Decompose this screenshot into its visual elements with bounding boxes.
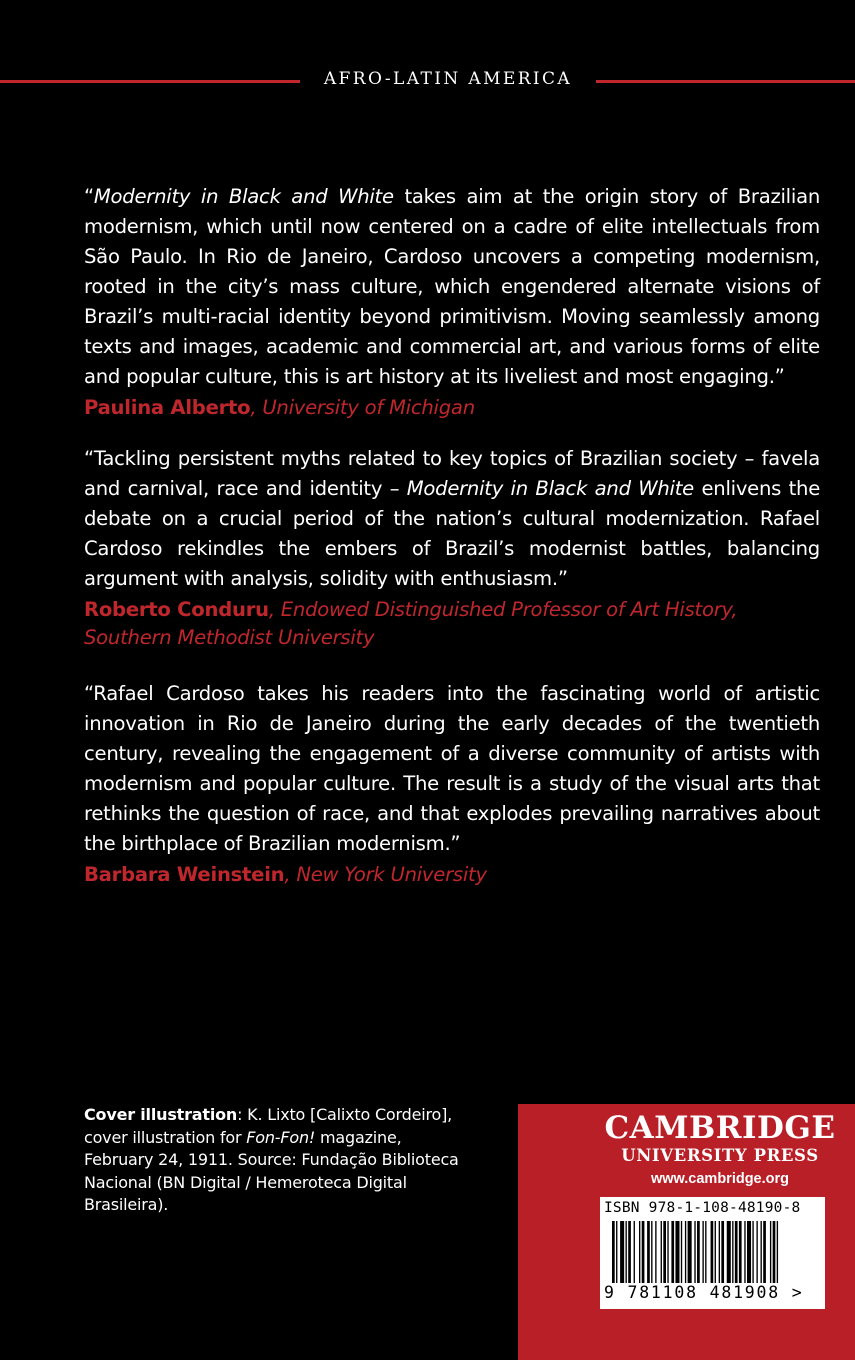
credit-label: Cover illustration: [84, 1105, 238, 1124]
barcode-bar: [642, 1221, 645, 1283]
barcode-bar: [756, 1221, 757, 1283]
barcode-bar: [647, 1221, 650, 1283]
barcode-bar: [761, 1221, 762, 1283]
series-title: AFRO-LATIN AMERICA: [323, 69, 573, 89]
endorser-name: Paulina Alberto: [84, 396, 251, 419]
barcode-bar: [715, 1221, 716, 1283]
book-title: Modernity in Black and White: [93, 185, 394, 208]
barcode-bar: [770, 1221, 771, 1283]
barcode-bar: [681, 1221, 682, 1283]
barcode-panel: [600, 1197, 825, 1309]
barcode-bar: [773, 1221, 776, 1283]
series-header: [0, 68, 855, 94]
endorser-attribution: [84, 861, 820, 889]
barcode-bar: [675, 1221, 679, 1283]
barcode-bar: [727, 1221, 731, 1283]
barcode-bar: [628, 1221, 631, 1283]
barcode-bar: [685, 1221, 686, 1283]
barcode-bar: [763, 1221, 766, 1283]
magazine-title: Fon-Fon!: [246, 1127, 316, 1147]
publisher-url: www.cambridge.org: [650, 1171, 790, 1187]
barcode-bar: [739, 1221, 742, 1283]
barcode-bar: [719, 1221, 720, 1283]
barcode-bar: [694, 1221, 695, 1283]
endorser-name: Barbara Weinstein: [84, 863, 285, 886]
barcode-bar: [667, 1221, 668, 1283]
barcode-bar: [702, 1221, 703, 1283]
endorsement-text: “Tackling persistent myths related to key topics of Brazilian society – favela and carnival, race and identity – Modernity in Black and White enlivens the debate on a crucial period of the nation’s cultural modernization. Rafael Cardoso rekindles the embers of Brazil’s modernist battles, balancing argument with analysis, solidity with enthusiasm.”: [84, 447, 821, 590]
barcode-bar: [697, 1221, 700, 1283]
barcode-bar: [639, 1221, 640, 1283]
endorser-affiliation: , New York University: [284, 863, 487, 886]
barcode-bar: [705, 1221, 706, 1283]
isbn-label: ISBN 978-1-108-48190-8: [604, 1200, 801, 1216]
publisher-name: CAMBRIDGE: [604, 1110, 836, 1146]
barcode-bar: [777, 1221, 778, 1283]
endorsement-2: [84, 444, 820, 652]
cover-illustration-credit: Cover illustration: K. Lixto [Calixto Cordeiro], cover illustration for Fon-Fon! magazine, February 24, 1911. Source: Fundação Biblioteca Nacional (BN Digital / Hemeroteca Digital Brasileira).: [84, 1105, 459, 1215]
barcode-bar: [688, 1221, 692, 1283]
endorser-name: Roberto Conduru: [84, 598, 269, 621]
endorser-attribution: [84, 596, 820, 652]
barcode-bar: [663, 1221, 666, 1283]
barcode-bar: [634, 1221, 635, 1283]
barcode-bar: [752, 1221, 753, 1283]
endorsement-1: [84, 182, 820, 422]
barcode-bar: [747, 1221, 751, 1283]
endorser-affiliation: , Endowed Distinguished Professor of Art History, Southern Methodist University: [84, 598, 738, 649]
book-title: Modernity in Black and White: [406, 477, 694, 500]
endorsement-text: “Modernity in Black and White takes aim at the origin story of Brazilian modernism, which until now centered on a cadre of elite intellectuals from São Paulo. In Rio de Janeiro, Cardoso uncovers a competing modernism, rooted in the city’s mass culture, which engendered alternate visions of Brazil’s multi-racial identity beyond primitivism. Moving seamlessly among texts and images, academic and commercial art, and various forms of elite and popular culture, this is art history at its liveliest and most engaging.”: [84, 185, 820, 388]
series-rule-right: [596, 80, 855, 83]
endorser-attribution: [84, 394, 820, 422]
barcode-bar: [735, 1221, 738, 1283]
publisher-subname: UNIVERSITY PRESS: [621, 1146, 819, 1165]
endorsement-3: [84, 679, 820, 889]
barcode-bar: [732, 1221, 733, 1283]
barcode-bar: [661, 1221, 662, 1283]
barcode-bar: [744, 1221, 745, 1283]
publisher-block: [518, 1104, 855, 1360]
endorsement-text: “Rafael Cardoso takes his readers into the fascinating world of artistic innovation in Rio de Janeiro during the early decades of the twentieth century, revealing the engagement of a diverse community of artists with modernism and popular culture. The result is a study of the visual arts that rethinks the question of race, and that explodes prevailing narratives about the birthplace of Brazilian modernism.”: [84, 682, 820, 855]
ean-number: 9 781108 481908 >: [604, 1283, 804, 1302]
barcode-bar: [655, 1221, 656, 1283]
endorser-affiliation: , University of Michigan: [250, 396, 475, 419]
barcode-bar: [671, 1221, 674, 1283]
barcode-bar: [721, 1221, 724, 1283]
barcode-bar: [711, 1221, 714, 1283]
barcode-icon: [602, 1221, 823, 1283]
barcode-bar: [626, 1221, 627, 1283]
barcode-bar: [612, 1221, 615, 1283]
barcode-bar: [651, 1221, 652, 1283]
series-rule-left: [0, 80, 300, 83]
barcode-bar: [620, 1221, 624, 1283]
barcode-bar: [616, 1221, 617, 1283]
